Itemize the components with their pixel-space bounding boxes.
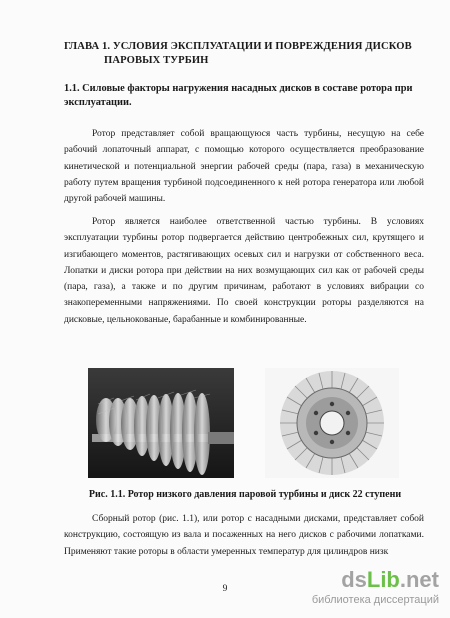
disc-illustration (265, 368, 399, 478)
watermark-logo (341, 568, 439, 592)
disc-photo (265, 368, 399, 478)
rotor-illustration (88, 368, 234, 478)
chapter-heading (64, 40, 424, 68)
watermark (311, 567, 445, 612)
paragraph-3: Сборный ротор (рис. 1.1), или ротор с насадными дисками, представляет собой конструкцию, состоящую из вала и посаженных на него дисков с рабочими лопатками. Применяют такие роторы в области умеренных температур для цилиндров низк (64, 514, 424, 557)
watermark-subtitle: библиотека диссертаций (311, 594, 439, 606)
page-number: 9 (222, 584, 228, 594)
figure-1-1 (0, 368, 450, 480)
watermark-logo-net: .net (399, 567, 439, 592)
rotor-photo (88, 368, 234, 478)
paragraph-2: Ротор является наиболее ответственной частью турбины. В условиях эксплуатации турбины ротор подвергается действию центробежных сил, крутящего и изгибающего моментов, растягивающих осевых сил и нагрузки от собственного веса. Лопатки и диски ротора при действии на них возмущающих сил как от рабочей среды (пара, газа), а также и по другим причинам, работают в условиях вибрации со знакопеременными напряжениями. По своей конструкции роторы разделяются на дисковые, цельнокованые, барабанные и комбинированные. (64, 217, 424, 325)
watermark-logo-ds: ds (341, 567, 367, 592)
section-heading: 1.1. Силовые факторы нагружения насадных дисков в составе ротора при эксплуатации. (64, 83, 413, 108)
chapter-heading-line2: ПАРОВЫХ ТУРБИН (104, 55, 209, 66)
chapter-heading-line1: ГЛАВА 1. УСЛОВИЯ ЭКСПЛУАТАЦИИ И ПОВРЕЖДЕНИЯ ДИСКОВ (64, 41, 412, 52)
figure-caption: Рис. 1.1. Ротор низкого давления паровой турбины и диск 22 ступени (88, 489, 402, 500)
paragraph-1: Ротор представляет собой вращающуюся часть турбины, несущую на себе рабочий лопаточный аппарат, с помощью которого осуществляется преобразование кинетической и потенциальной энергии рабочей среды (пара, газа) в механическую работу путем вращения турбиной подсоединенного к ней ротора генератора или любой другой рабочей машины. (64, 129, 424, 205)
watermark-logo-lib: Lib (366, 567, 400, 592)
